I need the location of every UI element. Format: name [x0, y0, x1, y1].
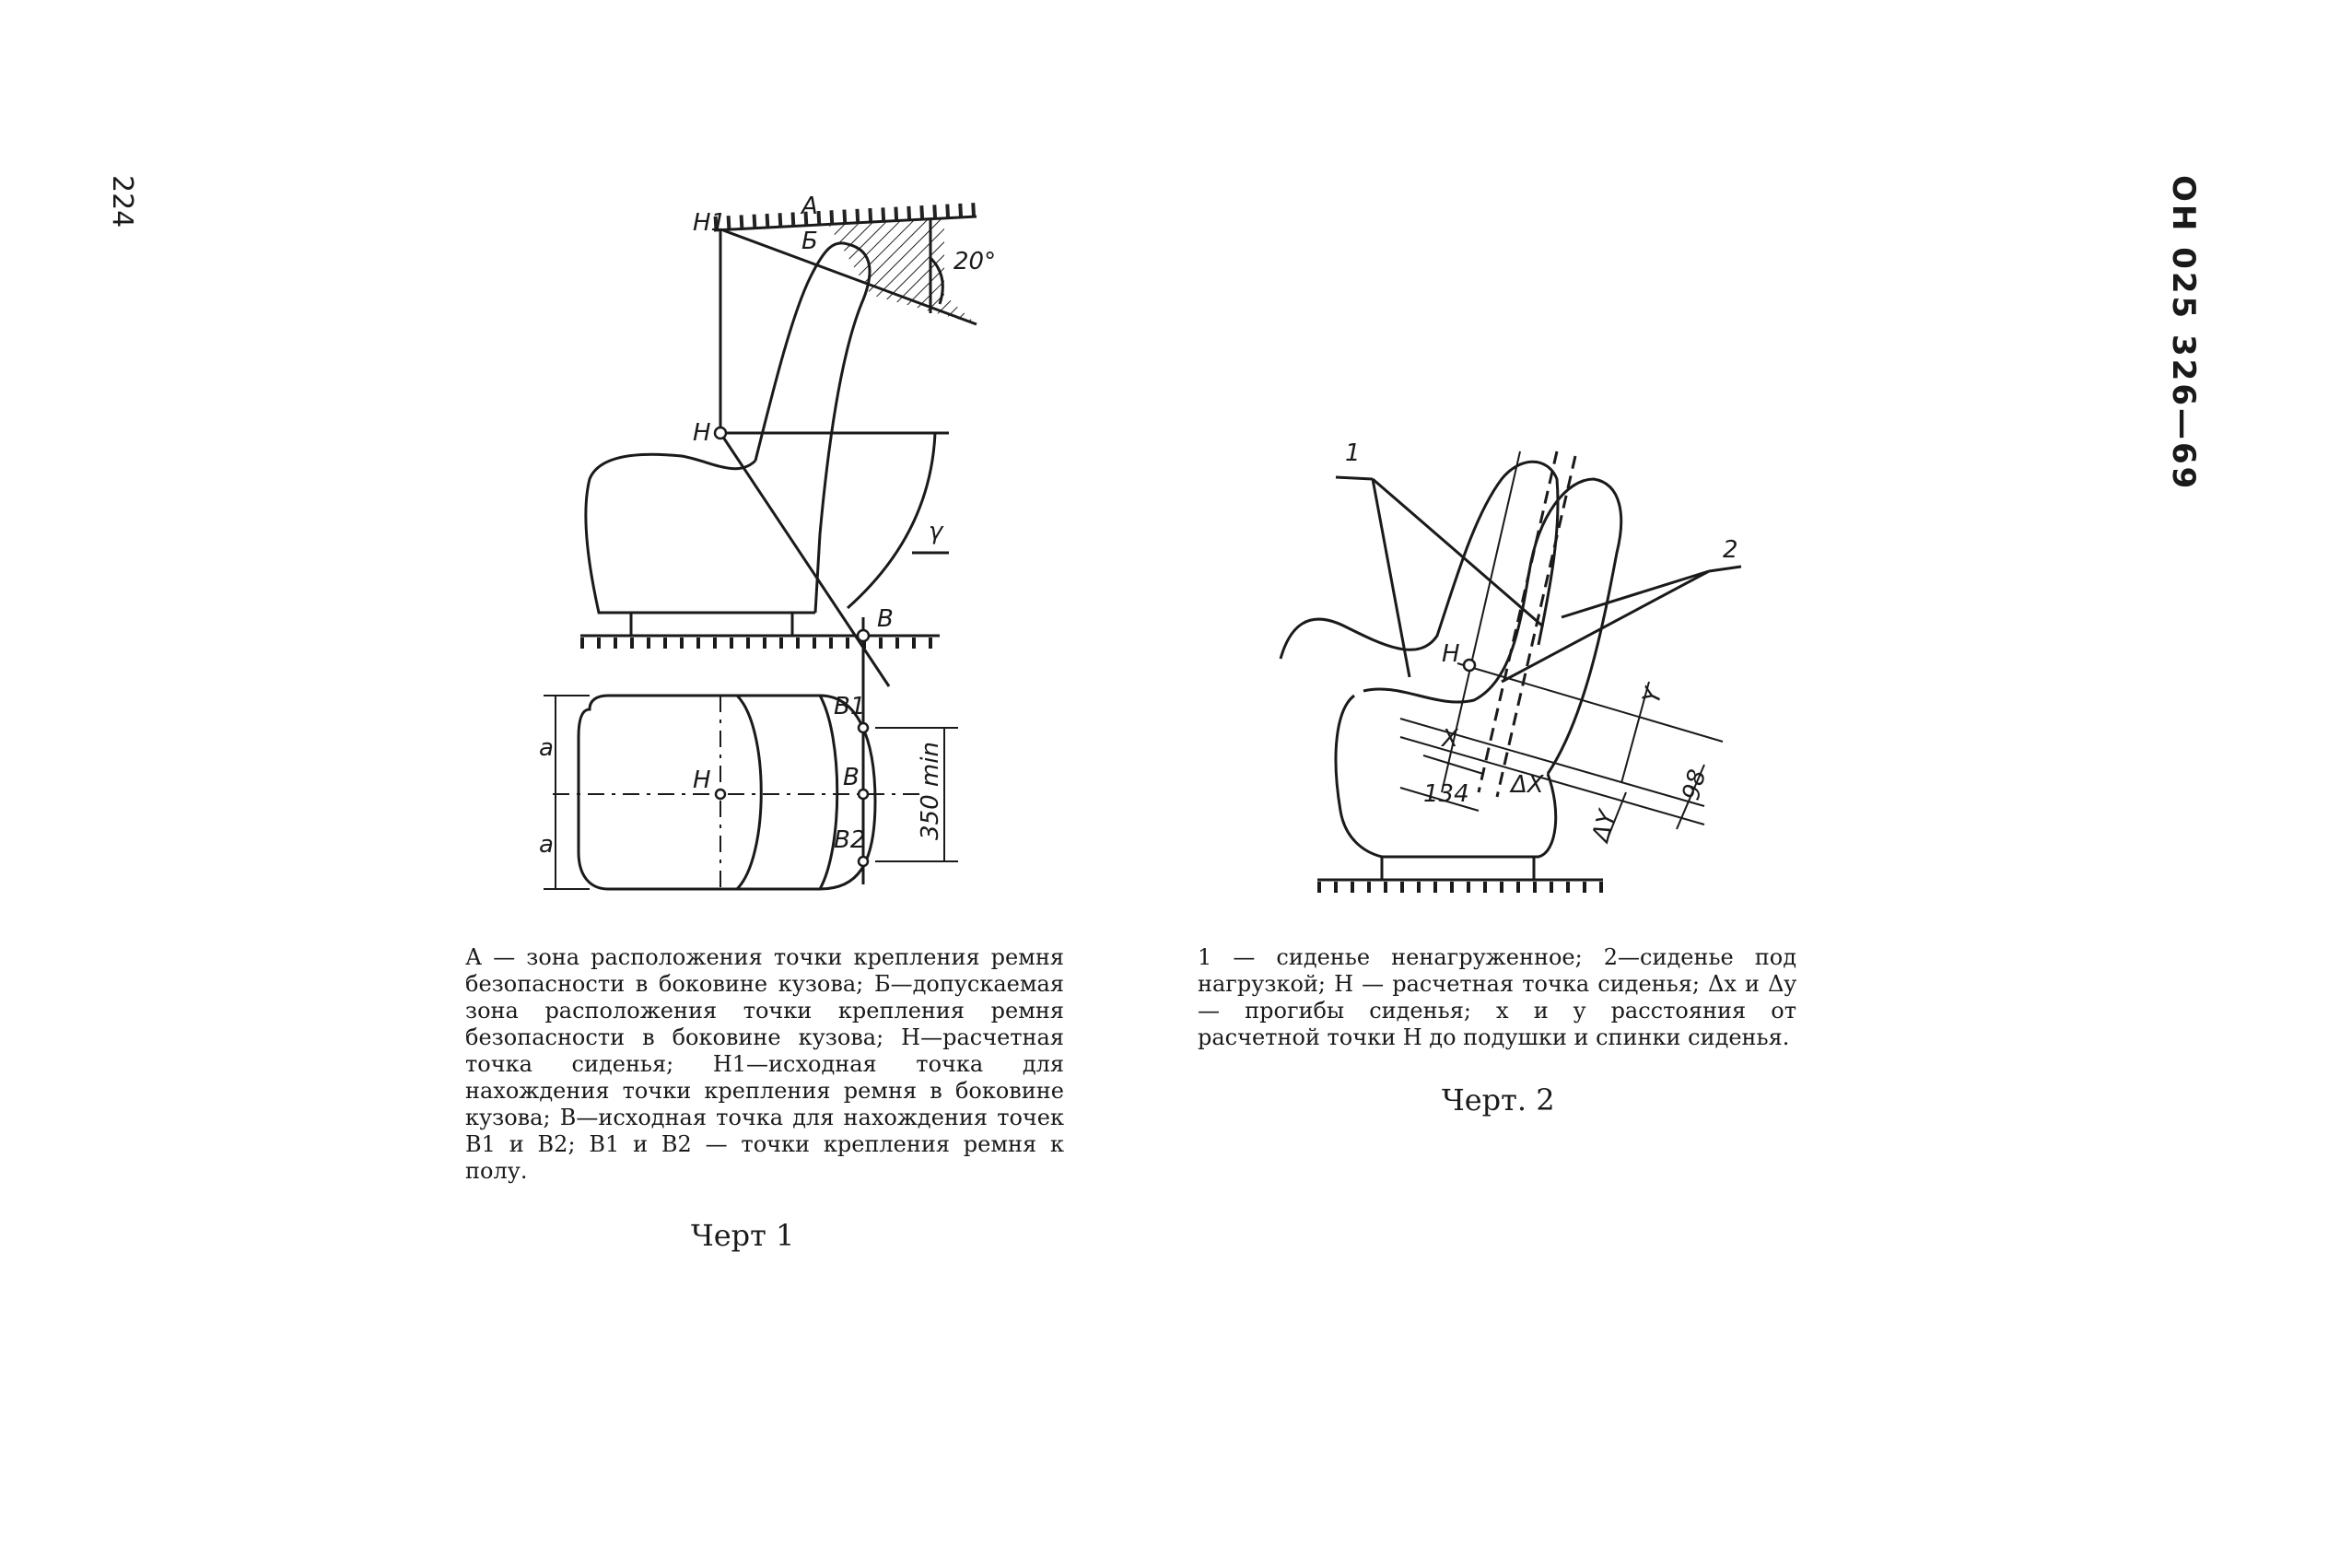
label-h: H — [1442, 640, 1460, 668]
label-h: H — [693, 419, 711, 447]
label-v1: В1 — [834, 693, 866, 720]
gamma-arc — [848, 433, 935, 608]
figure-1-caption: А — зона расположения точки крепления ремня безопасности в боковине кузова; Б—допускаемая зона расположения точки крепления ремня безопасности в боковине кузова; Н—расчетная точка сиденья; Н1—исходная точка для нахождения точки крепления ремня в боковине кузова; В—исходная точка для нахождения точек В1 и В2; В1 и В2 — точки крепления ремня к полу. — [465, 944, 1064, 1184]
figure-1-title: Черт 1 — [691, 1218, 795, 1253]
label-20: 20° — [953, 248, 997, 275]
document-code: ОН 025 326—69 — [2165, 175, 2202, 492]
figure-2-caption: 1 — сиденье ненагруженное; 2—сиденье под нагрузкой; Н — расчетная точка сиденья; Δx и Δy — прогибы сиденья; x и y расстояния от расчетной точки Н до подушки и спинки сиденья. — [1198, 944, 1796, 1050]
label-1: 1 — [1345, 439, 1361, 467]
label-a: А — [801, 193, 818, 220]
label-b-cyr: Б — [801, 228, 818, 255]
label-a-bottom: a — [539, 831, 554, 859]
label-h-plan: H — [693, 766, 711, 794]
point-b2-plan — [859, 857, 868, 866]
page-number: 224 — [106, 175, 138, 228]
back-line-1 — [1479, 451, 1557, 792]
label-gamma: γ — [929, 518, 943, 545]
seat-plan-back-arc — [820, 696, 837, 889]
label-dx: ΔX — [1511, 771, 1544, 799]
leader-2-hook — [1709, 567, 1741, 571]
figure-1-drawing — [461, 166, 1032, 903]
label-v-plan: В — [843, 764, 860, 791]
seat-unloaded-outline — [1281, 462, 1558, 659]
leader-1-b — [1373, 479, 1543, 626]
label-v: В — [877, 605, 894, 633]
seat-backrest-outline — [755, 243, 870, 613]
figure-2-title: Черт. 2 — [1442, 1082, 1555, 1117]
label-v2: В2 — [834, 826, 866, 854]
point-h-side — [715, 427, 726, 439]
label-2: 2 — [1723, 536, 1738, 564]
figure-2-drawing — [1198, 415, 1796, 912]
point-b-side — [858, 630, 869, 641]
point-b-plan — [859, 790, 868, 799]
label-dy: ΔY — [1586, 807, 1622, 845]
seat-cushion-outline — [586, 454, 815, 613]
label-h1: H1 — [693, 209, 727, 237]
leader-2-b — [1502, 571, 1709, 682]
point-h — [1464, 660, 1475, 671]
seat-plan-cushion-arc — [737, 696, 761, 889]
leader-1-hook — [1336, 477, 1373, 479]
label-350: 350 min — [917, 742, 944, 840]
point-b1-plan — [859, 723, 868, 732]
label-y: Y — [1637, 685, 1668, 707]
label-98: 98 — [1677, 766, 1713, 803]
label-a-top: a — [539, 734, 554, 762]
label-x: X — [1442, 725, 1458, 753]
point-h-plan — [716, 790, 725, 799]
label-134: 134 — [1423, 780, 1469, 808]
